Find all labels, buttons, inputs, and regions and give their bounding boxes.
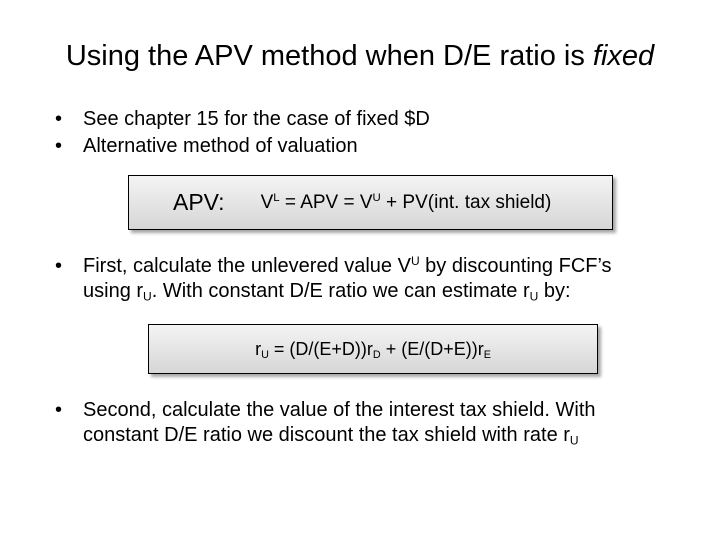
text-part: . With constant D/E ratio we can estimate r — [151, 280, 530, 302]
unlevered-cost-equation — [255, 339, 491, 360]
text-part: constant D/E ratio we discount the tax shield with rate r — [83, 424, 570, 446]
subscript: E — [483, 348, 491, 361]
apv-v: V — [260, 191, 274, 213]
bullet-dot-icon: • — [55, 135, 63, 157]
bullet-text: See chapter 15 for the case of fixed $D — [83, 108, 430, 130]
subscript: U — [143, 289, 152, 304]
text-part: by discounting FCF’s — [419, 255, 612, 277]
text-part: + (E/(D+E))r — [380, 338, 484, 359]
subscript: U — [529, 289, 539, 304]
bullet-dot-icon: • — [55, 399, 63, 421]
unlevered-cost-formula-box — [148, 324, 598, 374]
text-part: by: — [538, 280, 571, 302]
bullet-line-1: Second, calculate the value of the interest tax shield. With — [83, 399, 596, 421]
apv-eq-part2: + PV(int. tax shield) — [380, 191, 552, 213]
superscript: U — [410, 253, 420, 268]
title-emphasis: fixed — [592, 40, 655, 72]
bullet-line-2 — [83, 279, 720, 304]
text-part: using r — [83, 280, 144, 302]
bullet-item-3 — [55, 254, 720, 304]
bullet-text: Alternative method of valuation — [83, 135, 358, 157]
subscript: D — [372, 348, 381, 361]
apv-eq-part1: = APV = V — [279, 191, 373, 213]
bullet-line-2 — [83, 423, 720, 448]
apv-sup-u: U — [372, 191, 381, 204]
bullet-item-4 — [55, 398, 720, 448]
subscript: U — [261, 348, 269, 361]
apv-label: APV: — [173, 189, 225, 215]
apv-formula-box — [128, 175, 613, 230]
bullet-dot-icon: • — [55, 255, 63, 277]
text-part: r — [255, 338, 262, 359]
bullet-dot-icon: • — [55, 108, 63, 130]
apv-sup-l: L — [273, 191, 280, 204]
text-part: = (D/(E+D))r — [268, 338, 373, 359]
text-part: First, calculate the unlevered value V — [83, 255, 411, 277]
apv-equation — [261, 192, 552, 214]
title-text: Using the APV method when D/E ratio is — [65, 40, 593, 72]
bullet-line-1 — [83, 254, 720, 279]
bullet-item-1 — [55, 107, 430, 132]
subscript: U — [569, 433, 579, 448]
slide-title — [0, 40, 720, 73]
bullet-item-2 — [55, 134, 358, 159]
